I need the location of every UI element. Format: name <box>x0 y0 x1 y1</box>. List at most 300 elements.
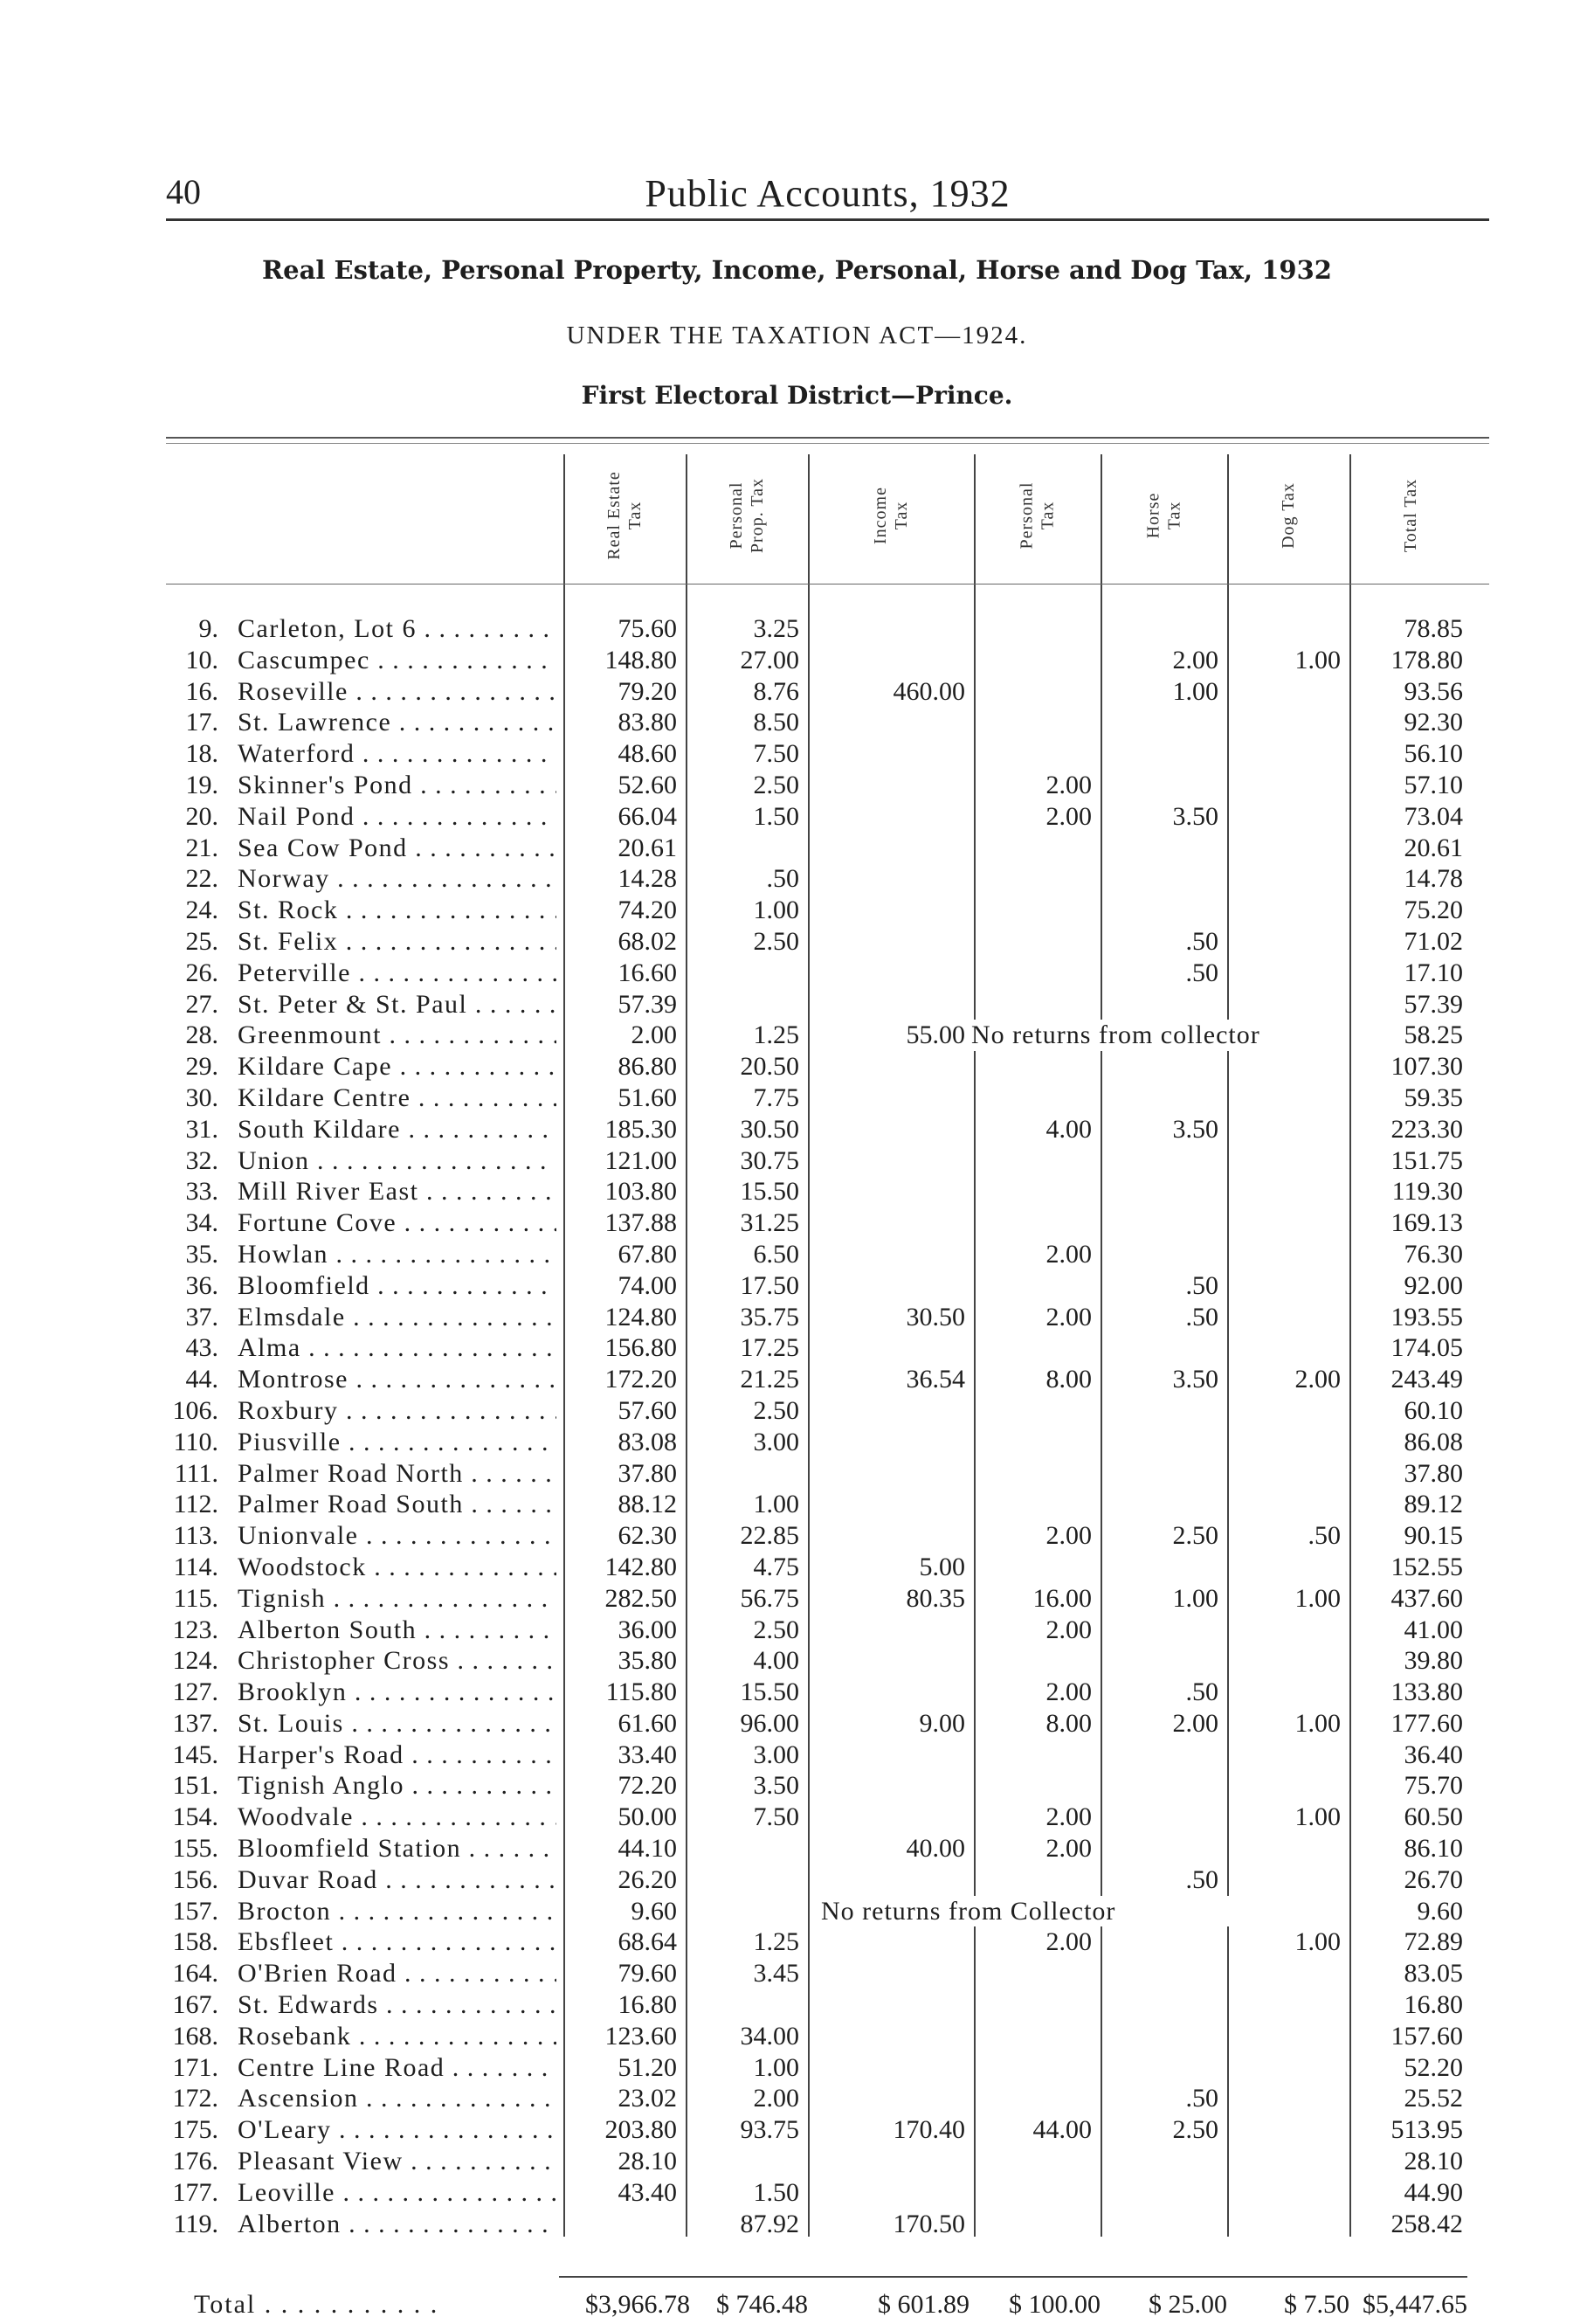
cell-total-tax: 9.60 <box>1417 1896 1463 1926</box>
total-income: $ 601.89 <box>878 2290 970 2319</box>
row-number: 172. <box>172 2084 218 2113</box>
cell-real-estate-tax: 9.60 <box>631 1896 677 1926</box>
row-place-name: Howlan . . . <box>238 1239 556 1270</box>
cell-total-tax: 26.70 <box>1404 1864 1463 1894</box>
cell-real-estate-tax: 44.10 <box>618 1834 677 1864</box>
row-number: 32. <box>185 1145 218 1175</box>
cell-total-tax: 86.10 <box>1404 1834 1463 1864</box>
cell-total-tax: 119.30 <box>1391 1177 1463 1207</box>
table-row <box>0 958 1594 989</box>
table-top-rule <box>166 437 1489 439</box>
cell-real-estate-tax: 148.80 <box>604 645 677 674</box>
table-row <box>0 1864 1594 1896</box>
table-row <box>0 1332 1594 1364</box>
cell-personal-prop-tax: 3.25 <box>753 614 799 643</box>
cell-personal-prop-tax: 3.50 <box>753 1771 799 1801</box>
cell-total-tax: 174.05 <box>1390 1333 1463 1363</box>
row-number: 127. <box>172 1677 218 1707</box>
cell-personal-prop-tax: 17.25 <box>740 1333 799 1363</box>
row-place-name: Alma . . . <box>238 1332 556 1364</box>
table-row <box>0 1802 1594 1833</box>
table-row <box>0 2177 1594 2209</box>
table-row <box>0 895 1594 926</box>
page-number: 40 <box>166 172 201 211</box>
table-row <box>0 1302 1594 1333</box>
cell-personal-prop-tax: 1.00 <box>753 2052 799 2082</box>
row-place-name: Unionvale . . . <box>238 1520 556 1552</box>
cell-real-estate-tax: 68.02 <box>618 926 677 956</box>
cell-real-estate-tax: 83.80 <box>618 708 677 737</box>
table-row <box>0 645 1594 676</box>
row-place-name: Bloomfield . . . <box>238 1270 556 1302</box>
row-place-name: South Kildare . . . <box>238 1114 556 1145</box>
row-place-name: Rosebank . . . <box>238 2021 556 2052</box>
cell-real-estate-tax: 57.39 <box>618 989 677 1019</box>
cell-income-tax: 170.40 <box>893 2115 965 2145</box>
cell-real-estate-tax: 33.40 <box>618 1740 677 1769</box>
row-number: 110. <box>173 1427 218 1456</box>
cell-income-tax: 170.50 <box>893 2209 965 2238</box>
cell-total-tax: 177.60 <box>1390 1708 1463 1738</box>
col-header-income-tax: Income Tax <box>870 487 911 544</box>
cell-personal-tax: 2.00 <box>1045 1521 1092 1551</box>
cell-real-estate-tax: 72.20 <box>618 1771 677 1801</box>
running-head: Public Accounts, 1932 <box>645 172 1011 215</box>
cell-total-tax: 58.25 <box>1404 1020 1463 1050</box>
cell-horse-tax: 3.50 <box>1172 1365 1218 1394</box>
row-place-name: Harper's Road . . . <box>238 1740 556 1771</box>
cell-real-estate-tax: 185.30 <box>604 1114 677 1144</box>
row-place-name: Kildare Centre . . . <box>238 1082 556 1114</box>
table-title: Real Estate, Personal Property, Income, Personal, Horse and Dog Tax, 1932 <box>262 255 1332 285</box>
cell-personal-prop-tax: 2.50 <box>753 770 799 799</box>
cell-real-estate-tax: 51.60 <box>618 1082 677 1112</box>
total-personal: $ 100.00 <box>1009 2290 1101 2319</box>
cell-real-estate-tax: 35.80 <box>618 1646 677 1676</box>
row-number: 34. <box>185 1208 218 1238</box>
row-place-name: O'Leary . . . <box>238 2114 556 2146</box>
cell-real-estate-tax: 37.80 <box>618 1458 677 1488</box>
row-place-name: Alberton . . . <box>238 2209 556 2240</box>
row-number: 175. <box>172 2115 218 2145</box>
cell-personal-prop-tax: 27.00 <box>740 645 799 674</box>
row-place-name: Centre Line Road . . . <box>238 2052 556 2084</box>
table-row <box>0 1552 1594 1583</box>
cell-real-estate-tax: 74.00 <box>618 1270 677 1300</box>
cell-personal-prop-tax: 17.50 <box>740 1270 799 1300</box>
cell-real-estate-tax: 86.80 <box>618 1052 677 1082</box>
cell-personal-prop-tax: .50 <box>766 864 799 894</box>
row-number: 19. <box>185 770 218 799</box>
row-place-name: Mill River East . . . <box>238 1176 556 1207</box>
cell-total-tax: 513.95 <box>1390 2115 1463 2145</box>
row-number: 171. <box>172 2052 218 2082</box>
cell-total-tax: 52.20 <box>1404 2052 1463 2082</box>
cell-personal-prop-tax: 56.75 <box>740 1583 799 1613</box>
table-row <box>0 863 1594 895</box>
row-number: 29. <box>185 1052 218 1082</box>
cell-personal-tax: 2.00 <box>1045 1677 1092 1707</box>
cell-personal-tax: 2.00 <box>1045 1615 1092 1644</box>
table-row <box>0 2114 1594 2146</box>
cell-real-estate-tax: 172.20 <box>604 1365 677 1394</box>
cell-personal-tax: 2.00 <box>1045 1802 1092 1832</box>
row-number: 124. <box>172 1646 218 1676</box>
row-number: 25. <box>185 926 218 956</box>
cell-real-estate-tax: 282.50 <box>604 1583 677 1613</box>
cell-total-tax: 178.80 <box>1390 645 1463 674</box>
cell-real-estate-tax: 57.60 <box>618 1395 677 1425</box>
total-total: $5,447.65 <box>1363 2290 1467 2319</box>
table-row <box>0 1051 1594 1082</box>
cell-personal-prop-tax: 2.50 <box>753 926 799 956</box>
row-number: 176. <box>172 2147 218 2176</box>
row-number: 123. <box>172 1615 218 1644</box>
cell-total-tax: 17.10 <box>1404 958 1463 987</box>
row-place-name: Norway . . . <box>238 863 556 895</box>
table-row <box>0 1677 1594 1708</box>
cell-total-tax: 133.80 <box>1390 1677 1463 1707</box>
row-number: 106. <box>172 1395 218 1425</box>
cell-real-estate-tax: 43.40 <box>618 2177 677 2207</box>
row-number: 28. <box>185 1020 218 1050</box>
total-horse: $ 25.00 <box>1149 2290 1227 2319</box>
table-body <box>0 613 1594 2239</box>
row-number: 177. <box>172 2177 218 2207</box>
cell-personal-prop-tax: 93.75 <box>740 2115 799 2145</box>
table-row <box>0 989 1594 1020</box>
cell-personal-prop-tax: 1.50 <box>753 801 799 831</box>
row-place-name: Woodvale . . . <box>238 1802 556 1833</box>
row-number: 113. <box>173 1521 218 1551</box>
row-number: 145. <box>172 1740 218 1769</box>
table-row <box>0 770 1594 801</box>
cell-personal-prop-tax: 2.00 <box>753 2084 799 2113</box>
row-place-name: Ebsfleet . . . <box>238 1926 556 1958</box>
table-row <box>0 1583 1594 1615</box>
table-row <box>0 676 1594 708</box>
cell-total-tax: 28.10 <box>1404 2147 1463 2176</box>
table-row <box>0 2052 1594 2084</box>
cell-personal-prop-tax: 7.50 <box>753 1802 799 1832</box>
row-place-name: Elmsdale . . . <box>238 1302 556 1333</box>
row-place-name: Roseville . . . <box>238 676 556 708</box>
cell-total-tax: 89.12 <box>1404 1490 1463 1519</box>
cell-real-estate-tax: 50.00 <box>618 1802 677 1832</box>
district-title: First Electoral District—Prince. <box>581 381 1013 410</box>
cell-total-tax: 41.00 <box>1404 1615 1463 1644</box>
cell-income-tax: 80.35 <box>906 1583 965 1613</box>
cell-real-estate-tax: 121.00 <box>604 1145 677 1175</box>
cell-real-estate-tax: 61.60 <box>618 1708 677 1738</box>
cell-total-tax: 258.42 <box>1390 2209 1463 2238</box>
row-number: 158. <box>172 1927 218 1957</box>
cell-personal-tax: 16.00 <box>1032 1583 1092 1613</box>
row-place-name: Nail Pond . . . <box>238 801 556 833</box>
row-number: 35. <box>185 1239 218 1269</box>
cell-dog-tax: 2.00 <box>1294 1365 1341 1394</box>
cell-dog-tax: 1.00 <box>1294 645 1341 674</box>
cell-dog-tax: .50 <box>1308 1521 1341 1551</box>
cell-personal-prop-tax: 1.25 <box>753 1927 799 1957</box>
cell-real-estate-tax: 16.60 <box>618 958 677 987</box>
row-place-name: Leoville . . . <box>238 2177 556 2209</box>
row-number: 10. <box>185 645 218 674</box>
cell-personal-tax: 2.00 <box>1045 770 1092 799</box>
row-number: 168. <box>172 2021 218 2051</box>
cell-real-estate-tax: 156.80 <box>604 1333 677 1363</box>
cell-horse-tax: 2.00 <box>1172 1708 1218 1738</box>
table-row <box>0 833 1594 864</box>
table-row <box>0 707 1594 738</box>
cell-income-tax: 460.00 <box>893 676 965 706</box>
row-place-name: Woodstock . . . <box>238 1552 556 1583</box>
row-number: 36. <box>185 1270 218 1300</box>
row-number: 155. <box>172 1834 218 1864</box>
col-header-personal-prop-tax: Personal Prop. Tax <box>727 477 767 554</box>
row-note: No returns from Collector <box>821 1896 1240 1927</box>
cell-horse-tax: .50 <box>1185 926 1218 956</box>
row-place-name: Montrose . . . <box>238 1364 556 1395</box>
cell-total-tax: 437.60 <box>1390 1583 1463 1613</box>
cell-personal-prop-tax: 2.50 <box>753 1615 799 1644</box>
cell-personal-prop-tax: 3.00 <box>753 1740 799 1769</box>
cell-total-tax: 151.75 <box>1390 1145 1463 1175</box>
cell-personal-prop-tax: 15.50 <box>740 1677 799 1707</box>
cell-personal-tax: 2.00 <box>1045 1834 1092 1864</box>
row-number: 114. <box>173 1552 218 1581</box>
cell-income-tax: 30.50 <box>906 1302 965 1331</box>
cell-real-estate-tax: 123.60 <box>604 2021 677 2051</box>
cell-personal-prop-tax: 3.00 <box>753 1427 799 1456</box>
row-place-name: Tignish . . . <box>238 1583 556 1615</box>
row-place-name: St. Felix . . . <box>238 926 556 958</box>
cell-real-estate-tax: 16.80 <box>618 1990 677 2020</box>
row-place-name: O'Brien Road . . . <box>238 1958 556 1989</box>
cell-personal-prop-tax: 22.85 <box>740 1521 799 1551</box>
cell-total-tax: 73.04 <box>1404 801 1463 831</box>
row-place-name: Fortune Cove . . . <box>238 1207 556 1239</box>
cell-total-tax: 39.80 <box>1404 1646 1463 1676</box>
total-real-estate: $3,966.78 <box>585 2290 690 2319</box>
row-place-name: Union . . . <box>238 1145 556 1177</box>
act-subtitle: UNDER THE TAXATION ACT—1924. <box>566 322 1028 349</box>
table-row <box>0 1114 1594 1145</box>
cell-personal-tax: 2.00 <box>1045 1927 1092 1957</box>
cell-personal-tax: 2.00 <box>1045 1239 1092 1269</box>
row-number: 26. <box>185 958 218 987</box>
cell-total-tax: 92.00 <box>1404 1270 1463 1300</box>
cell-personal-prop-tax: 35.75 <box>740 1302 799 1331</box>
cell-real-estate-tax: 115.80 <box>605 1677 677 1707</box>
row-place-name: Kildare Cape . . . <box>238 1051 556 1082</box>
row-number: 27. <box>185 989 218 1019</box>
cell-real-estate-tax: 2.00 <box>631 1020 677 1050</box>
cell-total-tax: 86.08 <box>1404 1427 1463 1456</box>
table-row <box>0 1926 1594 1958</box>
cell-income-tax: 5.00 <box>919 1552 965 1581</box>
row-place-name: Bloomfield Station . . . <box>238 1833 556 1864</box>
cell-real-estate-tax: 79.20 <box>618 676 677 706</box>
cell-real-estate-tax: 142.80 <box>604 1552 677 1581</box>
table-row <box>0 1896 1594 1927</box>
cell-dog-tax: 1.00 <box>1294 1802 1341 1832</box>
cell-horse-tax: 1.00 <box>1172 1583 1218 1613</box>
col-header-dog-tax: Dog Tax <box>1279 482 1298 549</box>
header-rule <box>166 218 1489 221</box>
table-row <box>0 1958 1594 1989</box>
col-header-total-tax: Total Tax <box>1401 478 1420 553</box>
cell-horse-tax: .50 <box>1185 2084 1218 2113</box>
table-row <box>0 1020 1594 1051</box>
row-place-name: Ascension . . . <box>238 2083 556 2114</box>
cell-real-estate-tax: 137.88 <box>604 1208 677 1238</box>
cell-personal-prop-tax: 7.75 <box>753 1082 799 1112</box>
table-row <box>0 1615 1594 1646</box>
cell-real-estate-tax: 48.60 <box>618 739 677 769</box>
row-place-name: Brooklyn . . . <box>238 1677 556 1708</box>
row-place-name: St. Rock . . . <box>238 895 556 926</box>
cell-income-tax: 36.54 <box>906 1365 965 1394</box>
cell-horse-tax: 3.50 <box>1172 801 1218 831</box>
cell-dog-tax: 1.00 <box>1294 1708 1341 1738</box>
row-number: 16. <box>185 676 218 706</box>
cell-personal-tax: 8.00 <box>1045 1365 1092 1394</box>
row-number: 167. <box>172 1990 218 2020</box>
table-row <box>0 1520 1594 1552</box>
cell-personal-prop-tax: 6.50 <box>753 1239 799 1269</box>
cell-total-tax: 75.20 <box>1404 896 1463 925</box>
table-row <box>0 1989 1594 2021</box>
cell-real-estate-tax: 20.61 <box>618 833 677 862</box>
cell-dog-tax: 1.00 <box>1294 1927 1341 1957</box>
cell-total-tax: 25.52 <box>1404 2084 1463 2113</box>
cell-total-tax: 60.10 <box>1404 1395 1463 1425</box>
row-place-name: Roxbury . . . <box>238 1395 556 1427</box>
table-row <box>0 1270 1594 1302</box>
row-place-name: Christopher Cross . . . <box>238 1645 556 1677</box>
cell-personal-prop-tax: 1.25 <box>753 1020 799 1050</box>
cell-real-estate-tax: 36.00 <box>618 1615 677 1644</box>
row-number: 37. <box>185 1302 218 1331</box>
row-place-name: Cascumpec . . . <box>238 645 556 676</box>
row-number: 115. <box>173 1583 218 1613</box>
row-number: 31. <box>185 1114 218 1144</box>
row-number: 112. <box>173 1490 218 1519</box>
table-row <box>0 1427 1594 1458</box>
cell-real-estate-tax: 74.20 <box>618 896 677 925</box>
cell-personal-prop-tax: 30.75 <box>740 1145 799 1175</box>
table-row <box>0 2209 1594 2240</box>
cell-dog-tax: 1.00 <box>1294 1583 1341 1613</box>
cell-personal-tax: 2.00 <box>1045 801 1092 831</box>
cell-total-tax: 71.02 <box>1404 926 1463 956</box>
table-row <box>0 1740 1594 1771</box>
col-header-personal-tax: Personal Tax <box>1017 481 1058 550</box>
table-row <box>0 738 1594 770</box>
cell-personal-prop-tax: 3.45 <box>753 1959 799 1989</box>
cell-personal-prop-tax: 4.75 <box>753 1552 799 1581</box>
cell-real-estate-tax: 68.64 <box>618 1927 677 1957</box>
table-top-rule-thin <box>166 443 1489 444</box>
cell-personal-prop-tax: 1.00 <box>753 1490 799 1519</box>
cell-total-tax: 57.10 <box>1404 770 1463 799</box>
table-row <box>0 1395 1594 1427</box>
cell-total-tax: 83.05 <box>1404 1959 1463 1989</box>
cell-total-tax: 243.49 <box>1390 1365 1463 1394</box>
cell-total-tax: 169.13 <box>1390 1208 1463 1238</box>
row-place-name: Palmer Road North . . . <box>238 1458 556 1490</box>
row-place-name: Tignish Anglo . . . <box>238 1770 556 1802</box>
row-number: 21. <box>185 833 218 862</box>
row-number: 44. <box>185 1365 218 1394</box>
table-row <box>0 2083 1594 2114</box>
cell-personal-prop-tax: 31.25 <box>740 1208 799 1238</box>
total-dog: $ 7.50 <box>1284 2290 1349 2319</box>
row-number: 137. <box>172 1708 218 1738</box>
cell-total-tax: 76.30 <box>1404 1239 1463 1269</box>
row-number: 33. <box>185 1177 218 1207</box>
cell-horse-tax: 1.00 <box>1172 676 1218 706</box>
table-row <box>0 1833 1594 1864</box>
cell-personal-prop-tax: 1.00 <box>753 896 799 925</box>
row-place-name: Palmer Road South . . . <box>238 1489 556 1520</box>
row-place-name: Greenmount . . . <box>238 1020 556 1051</box>
cell-horse-tax: 3.50 <box>1172 1114 1218 1144</box>
cell-personal-prop-tax: 8.50 <box>753 708 799 737</box>
total-rule <box>559 2276 1467 2278</box>
row-number: 119. <box>173 2209 218 2238</box>
table-row <box>0 926 1594 958</box>
cell-real-estate-tax: 124.80 <box>604 1302 677 1331</box>
cell-total-tax: 16.80 <box>1404 1990 1463 2020</box>
row-place-name: Brocton . . . <box>238 1896 556 1927</box>
cell-total-tax: 75.70 <box>1404 1771 1463 1801</box>
table-row <box>0 2021 1594 2052</box>
row-number: 157. <box>172 1896 218 1926</box>
cell-real-estate-tax: 79.60 <box>618 1959 677 1989</box>
cell-personal-prop-tax: 30.50 <box>740 1114 799 1144</box>
cell-real-estate-tax: 67.80 <box>618 1239 677 1269</box>
cell-total-tax: 59.35 <box>1404 1082 1463 1112</box>
row-number: 30. <box>185 1082 218 1112</box>
cell-personal-prop-tax: 87.92 <box>740 2209 799 2238</box>
cell-personal-prop-tax: 34.00 <box>740 2021 799 2051</box>
cell-real-estate-tax: 83.08 <box>618 1427 677 1456</box>
table-row <box>0 1364 1594 1395</box>
table-row <box>0 1145 1594 1177</box>
table-row <box>0 613 1594 645</box>
cell-personal-tax: 2.00 <box>1045 1302 1092 1331</box>
cell-horse-tax: .50 <box>1185 1270 1218 1300</box>
cell-personal-tax: 4.00 <box>1045 1114 1092 1144</box>
row-number: 43. <box>185 1333 218 1363</box>
row-number: 22. <box>185 864 218 894</box>
cell-personal-prop-tax: 8.76 <box>753 676 799 706</box>
cell-real-estate-tax: 103.80 <box>604 1177 677 1207</box>
cell-horse-tax: .50 <box>1185 958 1218 987</box>
row-place-name: Duvar Road . . . <box>238 1864 556 1896</box>
table-row <box>0 1708 1594 1740</box>
cell-real-estate-tax: 62.30 <box>618 1521 677 1551</box>
cell-personal-prop-tax: 15.50 <box>740 1177 799 1207</box>
table-row <box>0 1458 1594 1490</box>
col-header-real-estate-tax: Real Estate Tax <box>604 471 645 560</box>
cell-real-estate-tax: 23.02 <box>618 2084 677 2113</box>
cell-income-tax: 55.00 <box>906 1020 965 1050</box>
cell-total-tax: 152.55 <box>1390 1552 1463 1581</box>
cell-total-tax: 90.15 <box>1404 1521 1463 1551</box>
